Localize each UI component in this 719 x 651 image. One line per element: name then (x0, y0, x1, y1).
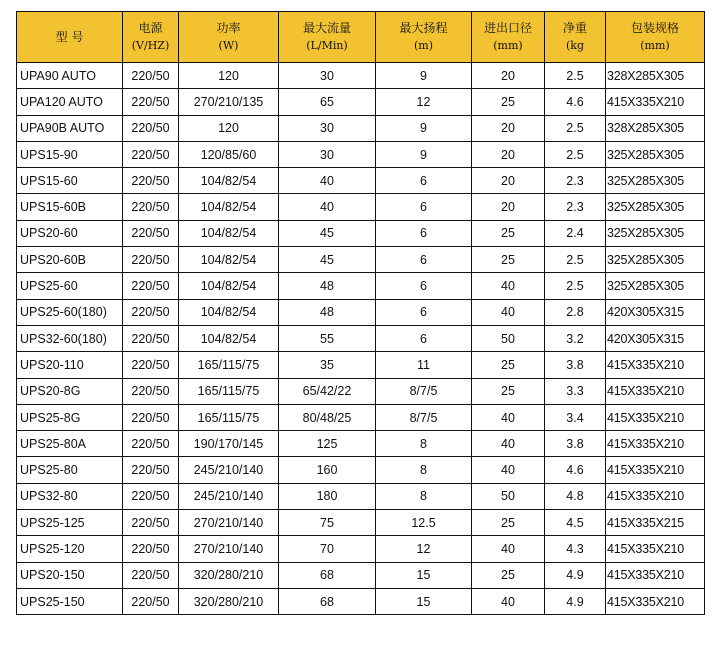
cell-net-weight: 3.8 (545, 352, 606, 378)
cell-power-supply: 220/50 (123, 63, 179, 89)
cell-net-weight: 4.6 (545, 89, 606, 115)
cell-port-size: 20 (472, 63, 545, 89)
cell-port-size: 20 (472, 141, 545, 167)
spec-table-container (16, 11, 705, 615)
cell-max-flow: 68 (279, 588, 376, 614)
cell-power-supply: 220/50 (123, 141, 179, 167)
cell-model: UPS25-60 (17, 273, 123, 299)
cell-power: 104/82/54 (179, 220, 279, 246)
cell-net-weight: 3.3 (545, 378, 606, 404)
cell-max-head: 9 (376, 115, 472, 141)
table-row (17, 115, 705, 141)
cell-port-size: 40 (472, 457, 545, 483)
cell-model: UPS25-60(180) (17, 299, 123, 325)
header-unit: (mm) (640, 39, 670, 52)
cell-net-weight: 3.2 (545, 325, 606, 351)
cell-package-size: 325X285X305 (606, 194, 705, 220)
cell-net-weight: 4.9 (545, 588, 606, 614)
cell-model: UPS20-150 (17, 562, 123, 588)
cell-max-head: 6 (376, 194, 472, 220)
cell-net-weight: 3.4 (545, 404, 606, 430)
cell-power-supply: 220/50 (123, 325, 179, 351)
cell-power-supply: 220/50 (123, 115, 179, 141)
cell-port-size: 25 (472, 89, 545, 115)
header-label: 型 号 (55, 29, 84, 44)
cell-model: UPS25-150 (17, 588, 123, 614)
header-port-size (472, 12, 545, 63)
cell-power-supply: 220/50 (123, 510, 179, 536)
header-label: 包装规格 (630, 21, 679, 35)
table-row (17, 431, 705, 457)
table-row (17, 562, 705, 588)
cell-power: 245/210/140 (179, 483, 279, 509)
table-body (17, 63, 705, 615)
table-row (17, 510, 705, 536)
cell-package-size: 328X285X305 (606, 115, 705, 141)
cell-package-size: 325X285X305 (606, 247, 705, 273)
header-net-weight (545, 12, 606, 63)
cell-port-size: 25 (472, 510, 545, 536)
cell-package-size: 415X335X210 (606, 378, 705, 404)
cell-package-size: 415X335X210 (606, 588, 705, 614)
header-unit: (L/Min) (306, 39, 348, 52)
cell-max-head: 6 (376, 220, 472, 246)
cell-max-head: 8/7/5 (376, 378, 472, 404)
cell-max-flow: 45 (279, 247, 376, 273)
table-row (17, 89, 705, 115)
cell-package-size: 325X285X305 (606, 220, 705, 246)
cell-net-weight: 4.9 (545, 562, 606, 588)
cell-model: UPS15-60B (17, 194, 123, 220)
cell-max-flow: 40 (279, 168, 376, 194)
cell-power: 104/82/54 (179, 273, 279, 299)
table-row (17, 194, 705, 220)
header-label: 最大扬程 (399, 21, 448, 35)
cell-port-size: 25 (472, 352, 545, 378)
header-label: 净重 (562, 21, 587, 35)
cell-model: UPA120 AUTO (17, 89, 123, 115)
cell-max-flow: 35 (279, 352, 376, 378)
cell-power-supply: 220/50 (123, 352, 179, 378)
cell-max-flow: 80/48/25 (279, 404, 376, 430)
table-row (17, 588, 705, 614)
header-max-head (376, 12, 472, 63)
cell-power: 120 (179, 63, 279, 89)
cell-power-supply: 220/50 (123, 299, 179, 325)
cell-power: 104/82/54 (179, 299, 279, 325)
cell-package-size: 325X285X305 (606, 141, 705, 167)
cell-model: UPS20-110 (17, 352, 123, 378)
cell-max-head: 12 (376, 536, 472, 562)
header-power (179, 12, 279, 63)
cell-net-weight: 2.8 (545, 299, 606, 325)
cell-max-flow: 65/42/22 (279, 378, 376, 404)
cell-max-flow: 30 (279, 63, 376, 89)
cell-port-size: 40 (472, 431, 545, 457)
cell-package-size: 420X305X315 (606, 325, 705, 351)
header-label: 最大流量 (302, 21, 351, 35)
cell-power-supply: 220/50 (123, 562, 179, 588)
cell-port-size: 20 (472, 194, 545, 220)
cell-net-weight: 2.5 (545, 273, 606, 299)
cell-port-size: 20 (472, 168, 545, 194)
cell-port-size: 40 (472, 299, 545, 325)
cell-model: UPS25-125 (17, 510, 123, 536)
header-package-size (606, 12, 705, 63)
cell-max-head: 9 (376, 63, 472, 89)
cell-port-size: 25 (472, 378, 545, 404)
cell-package-size: 420X305X315 (606, 299, 705, 325)
cell-package-size: 415X335X215 (606, 510, 705, 536)
table-row (17, 299, 705, 325)
header-unit: (mm) (493, 39, 523, 52)
cell-max-flow: 70 (279, 536, 376, 562)
cell-max-head: 6 (376, 325, 472, 351)
cell-power-supply: 220/50 (123, 378, 179, 404)
cell-max-head: 6 (376, 273, 472, 299)
cell-max-head: 6 (376, 247, 472, 273)
cell-power-supply: 220/50 (123, 457, 179, 483)
cell-net-weight: 4.6 (545, 457, 606, 483)
cell-power: 104/82/54 (179, 194, 279, 220)
cell-model: UPS20-60B (17, 247, 123, 273)
cell-package-size: 415X335X210 (606, 404, 705, 430)
cell-max-head: 9 (376, 141, 472, 167)
cell-power: 120 (179, 115, 279, 141)
cell-package-size: 415X335X210 (606, 562, 705, 588)
cell-power: 270/210/135 (179, 89, 279, 115)
cell-model: UPS32-80 (17, 483, 123, 509)
header-power-supply (123, 12, 179, 63)
cell-max-flow: 48 (279, 299, 376, 325)
cell-power-supply: 220/50 (123, 247, 179, 273)
cell-package-size: 415X335X210 (606, 536, 705, 562)
cell-model: UPS25-120 (17, 536, 123, 562)
cell-power-supply: 220/50 (123, 483, 179, 509)
cell-max-flow: 68 (279, 562, 376, 588)
cell-max-head: 8 (376, 483, 472, 509)
cell-max-head: 15 (376, 588, 472, 614)
cell-power: 320/280/210 (179, 588, 279, 614)
cell-package-size: 415X335X210 (606, 431, 705, 457)
cell-net-weight: 2.5 (545, 247, 606, 273)
cell-package-size: 325X285X305 (606, 273, 705, 299)
cell-max-head: 15 (376, 562, 472, 588)
cell-max-head: 12 (376, 89, 472, 115)
cell-power: 120/85/60 (179, 141, 279, 167)
cell-port-size: 25 (472, 562, 545, 588)
cell-max-flow: 65 (279, 89, 376, 115)
header-label: 进出口径 (483, 21, 532, 35)
header-model (17, 12, 123, 63)
cell-max-flow: 30 (279, 141, 376, 167)
table-row (17, 141, 705, 167)
cell-power-supply: 220/50 (123, 168, 179, 194)
cell-model: UPS15-90 (17, 141, 123, 167)
cell-power-supply: 220/50 (123, 220, 179, 246)
cell-power: 270/210/140 (179, 510, 279, 536)
cell-max-flow: 55 (279, 325, 376, 351)
cell-power: 190/170/145 (179, 431, 279, 457)
table-row (17, 536, 705, 562)
cell-max-flow: 45 (279, 220, 376, 246)
cell-port-size: 40 (472, 404, 545, 430)
cell-net-weight: 2.5 (545, 115, 606, 141)
cell-power-supply: 220/50 (123, 431, 179, 457)
cell-port-size: 25 (472, 220, 545, 246)
header-unit: (kg (566, 39, 584, 52)
cell-power-supply: 220/50 (123, 536, 179, 562)
cell-power: 165/115/75 (179, 378, 279, 404)
cell-port-size: 40 (472, 536, 545, 562)
cell-package-size: 415X335X210 (606, 352, 705, 378)
header-max-flow (279, 12, 376, 63)
cell-max-head: 12.5 (376, 510, 472, 536)
table-row (17, 247, 705, 273)
cell-max-head: 8 (376, 457, 472, 483)
cell-power-supply: 220/50 (123, 89, 179, 115)
cell-net-weight: 4.5 (545, 510, 606, 536)
cell-net-weight: 4.3 (545, 536, 606, 562)
cell-max-flow: 180 (279, 483, 376, 509)
cell-net-weight: 4.8 (545, 483, 606, 509)
cell-max-head: 6 (376, 168, 472, 194)
cell-max-flow: 125 (279, 431, 376, 457)
table-row (17, 457, 705, 483)
cell-package-size: 415X335X210 (606, 89, 705, 115)
cell-power: 165/115/75 (179, 404, 279, 430)
table-row (17, 404, 705, 430)
cell-net-weight: 3.8 (545, 431, 606, 457)
pump-spec-table (16, 11, 705, 615)
cell-power: 104/82/54 (179, 168, 279, 194)
cell-power-supply: 220/50 (123, 588, 179, 614)
cell-port-size: 40 (472, 588, 545, 614)
cell-package-size: 415X335X210 (606, 457, 705, 483)
header-label: 电源 (138, 21, 163, 35)
cell-power: 104/82/54 (179, 247, 279, 273)
cell-package-size: 328X285X305 (606, 63, 705, 89)
header-label: 功率 (216, 21, 241, 35)
cell-model: UPA90 AUTO (17, 63, 123, 89)
cell-power: 104/82/54 (179, 325, 279, 351)
cell-max-head: 11 (376, 352, 472, 378)
cell-power-supply: 220/50 (123, 273, 179, 299)
cell-max-flow: 75 (279, 510, 376, 536)
cell-power: 165/115/75 (179, 352, 279, 378)
table-row (17, 378, 705, 404)
table-row (17, 220, 705, 246)
cell-max-head: 6 (376, 299, 472, 325)
cell-model: UPS32-60(180) (17, 325, 123, 351)
cell-power: 245/210/140 (179, 457, 279, 483)
cell-max-flow: 40 (279, 194, 376, 220)
cell-power-supply: 220/50 (123, 404, 179, 430)
cell-max-flow: 48 (279, 273, 376, 299)
cell-package-size: 415X335X210 (606, 483, 705, 509)
table-row (17, 63, 705, 89)
cell-model: UPS15-60 (17, 168, 123, 194)
header-unit: (m) (413, 39, 433, 52)
cell-package-size: 325X285X305 (606, 168, 705, 194)
cell-net-weight: 2.3 (545, 194, 606, 220)
cell-max-flow: 160 (279, 457, 376, 483)
cell-model: UPS20-60 (17, 220, 123, 246)
table-row (17, 483, 705, 509)
cell-model: UPA90B AUTO (17, 115, 123, 141)
cell-port-size: 50 (472, 325, 545, 351)
cell-max-flow: 30 (279, 115, 376, 141)
table-row (17, 168, 705, 194)
cell-model: UPS25-80A (17, 431, 123, 457)
cell-net-weight: 2.4 (545, 220, 606, 246)
table-header-row (17, 12, 705, 63)
cell-port-size: 25 (472, 247, 545, 273)
cell-port-size: 40 (472, 273, 545, 299)
table-row (17, 273, 705, 299)
cell-model: UPS25-80 (17, 457, 123, 483)
cell-power: 270/210/140 (179, 536, 279, 562)
cell-max-head: 8 (376, 431, 472, 457)
cell-port-size: 20 (472, 115, 545, 141)
cell-power: 320/280/210 (179, 562, 279, 588)
cell-net-weight: 2.5 (545, 63, 606, 89)
cell-model: UPS25-8G (17, 404, 123, 430)
header-unit: (V/HZ) (131, 39, 170, 52)
header-unit: (W) (218, 39, 239, 52)
cell-net-weight: 2.5 (545, 141, 606, 167)
cell-model: UPS20-8G (17, 378, 123, 404)
table-row (17, 325, 705, 351)
cell-port-size: 50 (472, 483, 545, 509)
table-row (17, 352, 705, 378)
cell-power-supply: 220/50 (123, 194, 179, 220)
cell-net-weight: 2.3 (545, 168, 606, 194)
cell-max-head: 8/7/5 (376, 404, 472, 430)
